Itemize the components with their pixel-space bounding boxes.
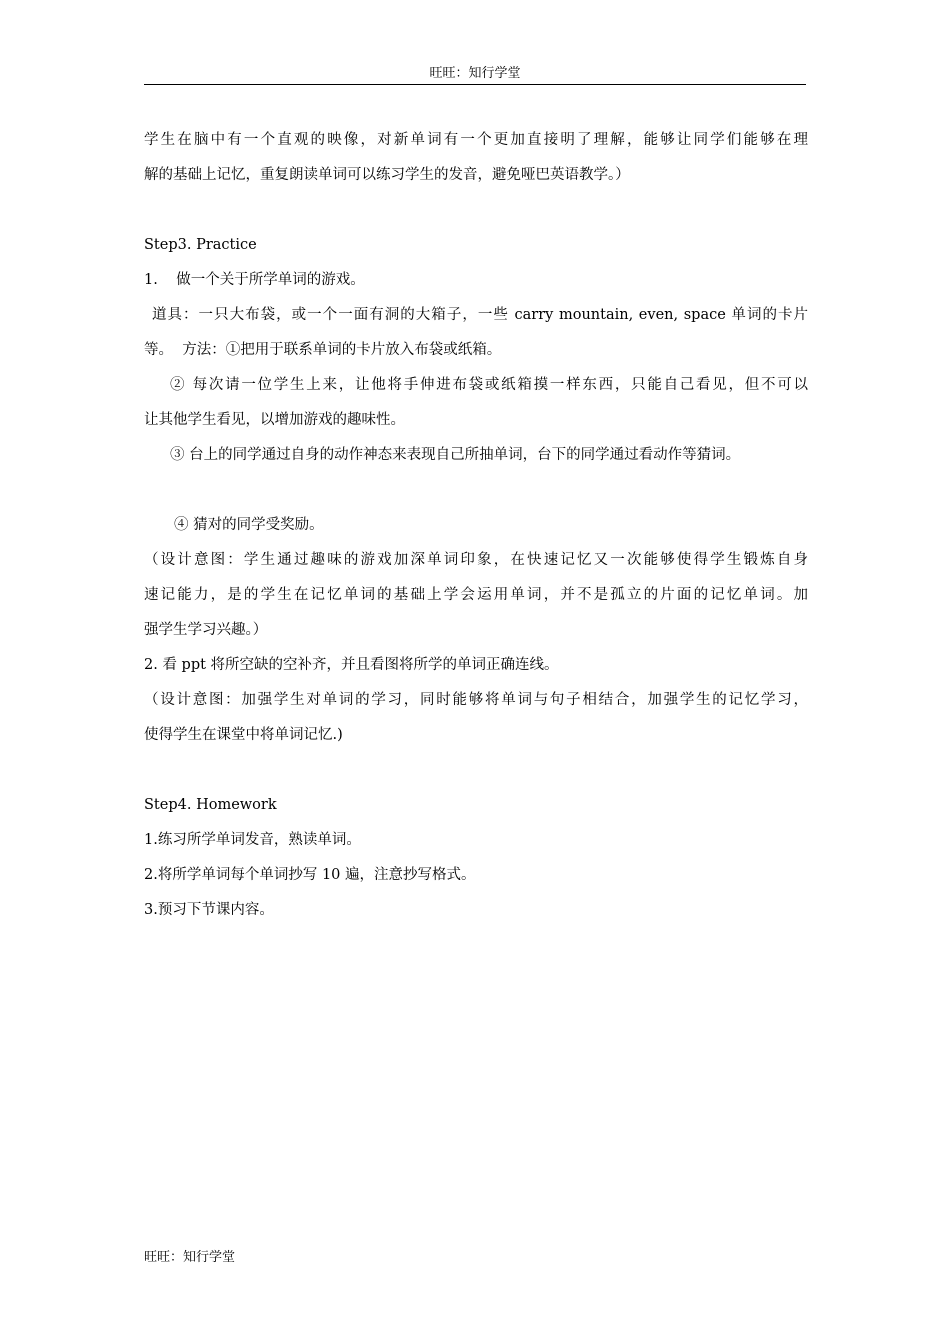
step4-heading: Step4. Homework xyxy=(144,797,277,813)
method-3: ③ 台上的同学通过自身的动作神态来表现自己所抽单词，台下的同学通过看动作等猜词。 xyxy=(170,447,741,463)
blank-line xyxy=(144,473,808,508)
props-line-1: 道具：一只大布袋，或一个一面有洞的大箱子，一些 carry mountain, even, space 单词的卡片 xyxy=(152,307,808,323)
practice-item-2: 2. 看 ppt 将所空缺的空补齐，并且看图将所学的单词正确连线。 xyxy=(144,657,559,673)
design-intent-2-line-2: 使得学生在课堂中将单词记忆.) xyxy=(144,727,343,743)
header-title: 旺旺：知行学堂 xyxy=(429,66,521,81)
method-2-line-2: 让其他学生看见，以增加游戏的趣味性。 xyxy=(144,412,405,428)
design-intent-1-line-1: （设计意图：学生通过趣味的游戏加深单词印象，在快速记忆又一次能够使得学生锻炼自身 xyxy=(144,552,808,568)
design-intent-2-line-1: （设计意图：加强学生对单词的学习，同时能够将单词与句子相结合，加强学生的记忆学习， xyxy=(144,692,808,708)
props-line-2: 等。 方法：①把用于联系单词的卡片放入布袋或纸箱。 xyxy=(144,342,502,358)
intro-line-2: 解的基础上记忆，重复朗读单词可以练习学生的发音，避免哑巴英语教学。） xyxy=(144,167,630,183)
step3-heading: Step3. Practice xyxy=(144,237,257,253)
homework-item-3: 3.预习下节课内容。 xyxy=(144,902,274,918)
page-footer xyxy=(144,1249,235,1267)
practice-item-1: 1. 做一个关于所学单词的游戏。 xyxy=(144,272,365,288)
page-header xyxy=(144,64,806,85)
homework-item-2: 2.将所学单词每个单词抄写 10 遍，注意抄写格式。 xyxy=(144,867,476,883)
document-body xyxy=(144,123,808,928)
blank-line xyxy=(144,753,808,788)
intro-line-1: 学生在脑中有一个直观的映像，对新单词有一个更加直接明了理解，能够让同学们能够在理 xyxy=(144,132,808,148)
blank-line xyxy=(144,193,808,228)
footer-text: 旺旺：知行学堂 xyxy=(144,1250,236,1265)
design-intent-1-line-3: 强学生学习兴趣。） xyxy=(144,622,268,638)
homework-item-1: 1.练习所学单词发音，熟读单词。 xyxy=(144,832,361,848)
design-intent-1-line-2: 速记能力，是的学生在记忆单词的基础上学会运用单词，并不是孤立的片面的记忆单词。加 xyxy=(144,587,808,603)
method-4: ④ 猜对的同学受奖励。 xyxy=(174,517,324,533)
method-2-line-1: ② 每次请一位学生上来，让他将手伸进布袋或纸箱摸一样东西，只能自己看见，但不可以 xyxy=(170,377,808,393)
